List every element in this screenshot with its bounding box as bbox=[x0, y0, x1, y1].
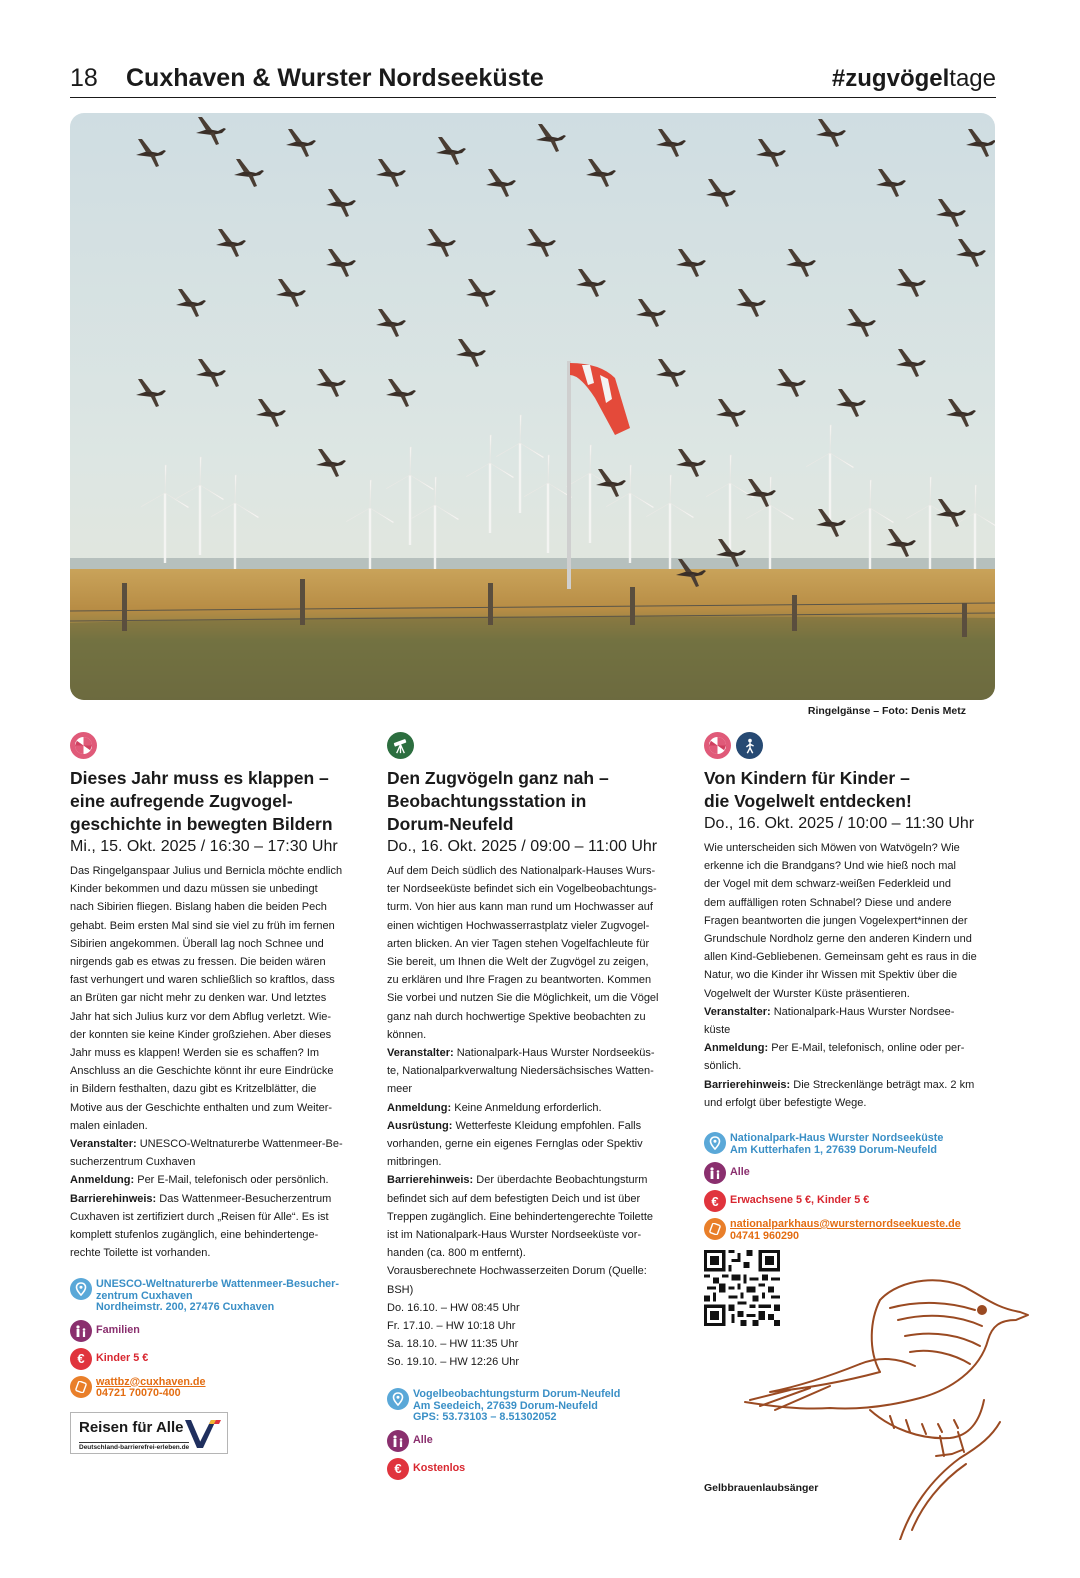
location-line: Nationalpark-Haus Wurster Nordseeküste bbox=[730, 1132, 944, 1144]
euro-icon: € bbox=[704, 1190, 726, 1212]
text-line: allen Kind-Gebliebenen. Gemeinsam geht es raus in die bbox=[704, 951, 977, 964]
text-line: gehabt. Beim ersten Mal sind sie viel zu früh im fernen bbox=[70, 919, 335, 932]
text-line: Auf dem Deich südlich des Nationalpark-Hauses Wurs- bbox=[387, 865, 656, 877]
detail-equipment bbox=[387, 1117, 679, 1135]
location-pin-icon bbox=[70, 1278, 92, 1300]
text-line: fast verhungert und waren schließlich so kraftlos, dass bbox=[70, 974, 335, 987]
detail-value: UNESCO-Weltnaturerbe Wattenmeer-Be- bbox=[136, 1138, 343, 1151]
detail-label: Barrierehinweis: bbox=[704, 1078, 791, 1091]
detail-value: Das Wattenmeer-Besucherzentrum bbox=[156, 1192, 332, 1205]
event-description bbox=[387, 862, 679, 1372]
tide-note: Vorausberechnete Hochwasserzeiten Dorum (Quelle: bbox=[387, 1265, 647, 1278]
detail-accessibility bbox=[387, 1171, 679, 1189]
location-row bbox=[704, 1132, 1004, 1156]
badge-main-text: Reisen für Alle bbox=[79, 1419, 184, 1436]
detail-label: Anmeldung: bbox=[704, 1042, 769, 1055]
event-3-info bbox=[704, 1132, 1004, 1248]
audience-row bbox=[387, 1430, 687, 1452]
text-line: Jahr muss es klappen! Werden sie es schaffen? Im bbox=[70, 1047, 320, 1060]
detail-value: Keine Anmeldung erforderlich. bbox=[451, 1101, 602, 1114]
detail-organizer bbox=[70, 1135, 362, 1153]
category-icons bbox=[704, 732, 996, 759]
text-line: nach Sibirien fliegen. Bislang haben die beiden Pech bbox=[70, 901, 327, 914]
location-text bbox=[730, 1132, 943, 1156]
page-number: 18 bbox=[70, 64, 98, 92]
location-row bbox=[387, 1388, 687, 1424]
price-row bbox=[387, 1458, 687, 1480]
detail-value: Nationalpark-Haus Wurster Nordsee- bbox=[770, 1005, 955, 1018]
hashtag-light: tage bbox=[949, 65, 996, 92]
text-line: Motive aus der Geschichte enthalten und zum Weiter- bbox=[70, 1101, 333, 1114]
audience-row bbox=[704, 1162, 1004, 1184]
family-icon bbox=[704, 1162, 726, 1184]
phone-mail-icon bbox=[704, 1218, 726, 1240]
page-title: Cuxhaven & Wurster Nordseeküste bbox=[126, 64, 544, 92]
phone-number: 04741 960290 bbox=[730, 1229, 800, 1242]
tide-time: Do. 16.10. – HW 08:45 Uhr bbox=[387, 1301, 520, 1314]
phone-mail-icon bbox=[70, 1376, 92, 1398]
tide-time: Sa. 18.10. – HW 11:35 Uhr bbox=[387, 1338, 519, 1351]
event-column-2 bbox=[387, 732, 679, 1372]
detail-label: Veranstalter: bbox=[704, 1005, 771, 1018]
text-line: sucherzentrum Cuxhaven bbox=[70, 1156, 196, 1169]
fan-icon bbox=[70, 732, 97, 759]
text-line: meer bbox=[387, 1083, 413, 1096]
tide-note: BSH) bbox=[387, 1283, 414, 1296]
detail-label: Anmeldung: bbox=[70, 1174, 135, 1187]
text-line: einen wichtigen Hochwasserrastplatz vieler Zugvogel- bbox=[387, 919, 650, 932]
location-line: Am Seedeich, 27639 Dorum-Neufeld bbox=[413, 1399, 598, 1412]
category-icons bbox=[70, 732, 362, 759]
warbler-illustration bbox=[730, 1260, 1040, 1540]
text-line: Fragen beantworten die jungen Vogelexpert*innen der bbox=[704, 914, 968, 927]
event-title-line: eine aufregende Zugvogel- bbox=[70, 791, 293, 811]
category-icons bbox=[387, 732, 679, 759]
badge-sub-text: Deutschland-barrierefrei-erleben.de bbox=[79, 1444, 190, 1451]
hashtag-logo bbox=[832, 64, 996, 94]
event-description bbox=[704, 839, 996, 1112]
text-line: turm. Von hier aus kann man rund um Hochwasser auf bbox=[387, 901, 653, 914]
tide-time: So. 19.10. – HW 12:26 Uhr bbox=[387, 1356, 520, 1369]
event-column-1 bbox=[70, 732, 362, 1262]
location-text bbox=[96, 1278, 339, 1314]
event-title-line: die Vogelwelt entdecken! bbox=[704, 791, 912, 811]
price-text: Erwachsene 5 €, Kinder 5 € bbox=[730, 1194, 870, 1206]
location-line: Vogelbeobachtungsturm Dorum-Neufeld bbox=[413, 1388, 621, 1400]
detail-registration bbox=[704, 1039, 996, 1057]
detail-registration bbox=[70, 1171, 362, 1189]
email-link[interactable]: wattbz@cuxhaven.de bbox=[96, 1375, 206, 1388]
hashtag-bold: #zugvögel bbox=[831, 65, 950, 92]
text-line: mitbringen. bbox=[387, 1156, 442, 1169]
event-date: Mi., 15. Okt. 2025 / 16:30 – 17:30 Uhr bbox=[70, 838, 338, 855]
event-title-line: Dorum-Neufeld bbox=[387, 814, 514, 834]
text-line: küste bbox=[704, 1024, 731, 1037]
detail-value: Der überdachte Beobachtungsturm bbox=[473, 1174, 648, 1187]
text-line: malen einladen. bbox=[70, 1119, 148, 1132]
text-line: Sie vorbei und nutzen Sie die Möglichkeit, um die Vögel bbox=[387, 992, 659, 1005]
location-line: UNESCO-Weltnaturerbe Wattenmeer-Besucher- bbox=[96, 1278, 339, 1290]
text-line: Jahr hat sich Julius kurz vor dem Abflug verletzt. Wie- bbox=[70, 1010, 332, 1023]
email-link[interactable]: nationalparkhaus@wursternordseekueste.de bbox=[730, 1218, 961, 1230]
checkmark-logo-icon bbox=[183, 1416, 223, 1452]
detail-label: Anmeldung: bbox=[387, 1101, 452, 1114]
text-line: in Bildern festhalten, dazu gibt es Kritzelblätter, die bbox=[70, 1083, 317, 1096]
detail-registration bbox=[387, 1099, 679, 1117]
text-line: Das Ringelganspaar Julius und Bernicla möchte endlich bbox=[70, 865, 343, 877]
event-title bbox=[70, 767, 362, 836]
detail-value: Nationalpark-Haus Wurster Nordseeküs- bbox=[453, 1047, 655, 1060]
event-column-3 bbox=[704, 732, 996, 1112]
detail-organizer bbox=[704, 1003, 996, 1021]
illustration-caption: Gelbbrauenlaubsänger bbox=[704, 1482, 819, 1494]
location-text bbox=[413, 1388, 620, 1424]
detail-value: Wetterfeste Kleidung empfohlen. Falls bbox=[452, 1119, 642, 1132]
text-line: ist im Nationalpark-Haus Wurster Nordseeküste vor- bbox=[387, 1229, 642, 1242]
event-title bbox=[387, 767, 679, 836]
text-line: Kinder bekommen und dazu müssen sie unbedingt bbox=[70, 883, 318, 896]
text-line: rechte Toilette ist vorhanden. bbox=[70, 1247, 211, 1260]
price-text: Kinder 5 € bbox=[96, 1351, 149, 1364]
location-line: zentrum Cuxhaven bbox=[96, 1289, 193, 1302]
event-description bbox=[70, 862, 362, 1262]
text-line: Cuxhaven ist zertifiziert durch „Reisen für Alle“. Es ist bbox=[70, 1210, 329, 1223]
text-line: handen (ca. 800 m entfernt). bbox=[387, 1247, 526, 1260]
location-line: Am Kutterhafen 1, 27639 Dorum-Neufeld bbox=[730, 1143, 937, 1156]
detail-label: Veranstalter: bbox=[387, 1047, 454, 1060]
text-line: Sie bereit, um Ihnen die Welt der Zugvögel zu zeigen, bbox=[387, 956, 649, 969]
event-title-line: Beobachtungsstation in bbox=[387, 791, 587, 811]
detail-label: Ausrüstung: bbox=[387, 1119, 453, 1132]
text-line: dem auffälligen roten Schnabel? Diese und andere bbox=[704, 896, 952, 909]
hiker-icon bbox=[736, 732, 763, 759]
family-icon bbox=[70, 1320, 92, 1342]
telescope-icon bbox=[387, 732, 414, 759]
text-line: Treppen zugänglich. Eine behindertengerechte Toilette bbox=[387, 1210, 654, 1223]
hero-photo bbox=[70, 113, 995, 700]
fan-icon bbox=[704, 732, 731, 759]
detail-value: Die Streckenlänge beträgt max. 2 km bbox=[790, 1078, 975, 1091]
text-line: befindet sich auf dem befestigten Deich und ist über bbox=[387, 1192, 641, 1205]
detail-accessibility bbox=[70, 1190, 362, 1208]
contact-text bbox=[730, 1218, 961, 1242]
detail-organizer bbox=[387, 1044, 679, 1062]
phone-number: 04721 70070-400 bbox=[96, 1387, 181, 1399]
price-row bbox=[70, 1348, 370, 1370]
text-line: arten blicken. An vier Tagen stehen Vogelfachleute für bbox=[387, 937, 650, 950]
detail-label: Barrierehinweis: bbox=[70, 1192, 157, 1205]
event-title bbox=[704, 767, 996, 813]
price-text: Kostenlos bbox=[413, 1461, 466, 1474]
text-line: te, Nationalparkverwaltung Niedersächsisches Watten- bbox=[387, 1065, 654, 1078]
text-line: erkenne ich die Brandgans? Und wie hieß noch mal bbox=[704, 860, 956, 873]
text-line: komplett stufenlos zugänglich, eine behindertengе- bbox=[70, 1229, 319, 1242]
location-line: Nordheimstr. 200, 27476 Cuxhaven bbox=[96, 1301, 275, 1313]
text-line: ter Nordseeküste befindet sich ein Vogelbeobachtungs- bbox=[387, 883, 657, 896]
photo-geese-landscape bbox=[70, 113, 995, 700]
detail-label: Veranstalter: bbox=[70, 1138, 137, 1151]
event-date: Do., 16. Okt. 2025 / 09:00 – 11:00 Uhr bbox=[387, 838, 658, 855]
contact-row bbox=[704, 1218, 1004, 1242]
audience-text: Alle bbox=[730, 1166, 750, 1178]
text-line: Anschluss an die Geschichte könnt ihr eure Eindrücke bbox=[70, 1065, 334, 1078]
event-date: Do., 16. Okt. 2025 / 10:00 – 11:30 Uhr bbox=[704, 815, 975, 832]
euro-icon: € bbox=[387, 1458, 409, 1480]
text-line: und erfolgt über befestigte Wege. bbox=[704, 1096, 867, 1109]
text-line: Sibirien angekommen. Überall lag noch Schnee und bbox=[70, 937, 324, 950]
text-line: zu erklären und Ihre Fragen zu beantworten. Kommen bbox=[387, 974, 652, 987]
location-line: GPS: 53.73103 – 8.51302052 bbox=[413, 1411, 557, 1423]
text-line: Wie unterscheiden sich Möwen von Watvögeln? Wie bbox=[704, 842, 960, 854]
text-line: der konnten sie keine Kinder großziehen. Aber dieses bbox=[70, 1028, 332, 1041]
event-1-info bbox=[70, 1278, 370, 1406]
detail-value: Per E-Mail, telefonisch, online oder per- bbox=[768, 1042, 965, 1055]
tide-time: Fr. 17.10. – HW 10:18 Uhr bbox=[387, 1320, 516, 1333]
text-line: vorhanden, gerne ein eigenes Fernglas oder Spektiv bbox=[387, 1138, 643, 1151]
text-line: können. bbox=[387, 1028, 427, 1041]
text-line: Vogelwelt der Wurster Küste präsentieren. bbox=[704, 987, 910, 1000]
location-pin-icon bbox=[704, 1132, 726, 1154]
audience-text: Familien bbox=[96, 1323, 140, 1336]
detail-accessibility bbox=[704, 1076, 996, 1094]
detail-label: Barrierehinweis: bbox=[387, 1174, 474, 1187]
text-line: Grundschule Nordholz gerne den anderen Kindern und bbox=[704, 933, 972, 946]
euro-icon: € bbox=[70, 1348, 92, 1370]
family-icon bbox=[387, 1430, 409, 1452]
reisen-fuer-alle-badge bbox=[70, 1412, 228, 1454]
location-row bbox=[70, 1278, 370, 1314]
text-line: sönlich. bbox=[704, 1060, 742, 1073]
text-line: Natur, wo die Kinder ihr Wissen mit Spektiv über die bbox=[704, 969, 958, 982]
text-line: an Brüten gar nicht mehr zu denken war. Und letztes bbox=[70, 992, 327, 1005]
price-row bbox=[704, 1190, 1004, 1212]
event-title-line: geschichte in bewegten Bildern bbox=[70, 814, 333, 834]
text-line: nirgends gab es etwas zu fressen. Die beiden wären bbox=[70, 956, 326, 969]
page-header bbox=[70, 62, 996, 98]
location-pin-icon bbox=[387, 1388, 409, 1410]
audience-row bbox=[70, 1320, 370, 1342]
event-title-line: Von Kindern für Kinder – bbox=[704, 768, 910, 788]
contact-row bbox=[70, 1376, 370, 1400]
event-title-line: Dieses Jahr muss es klappen – bbox=[70, 768, 329, 788]
text-line: ganz nah durch hochwertige Spektive beobachten zu bbox=[387, 1010, 646, 1023]
event-2-info bbox=[387, 1388, 687, 1486]
contact-text bbox=[96, 1376, 206, 1400]
event-title-line: Den Zugvögeln ganz nah – bbox=[387, 768, 609, 788]
audience-text: Alle bbox=[413, 1433, 433, 1446]
photo-caption: Ringelgänse – Foto: Denis Metz bbox=[807, 705, 966, 717]
detail-value: Per E-Mail, telefonisch oder persönlich. bbox=[134, 1174, 329, 1187]
text-line: der Vogel mit dem schwarz-weißen Federkleid und bbox=[704, 878, 952, 891]
